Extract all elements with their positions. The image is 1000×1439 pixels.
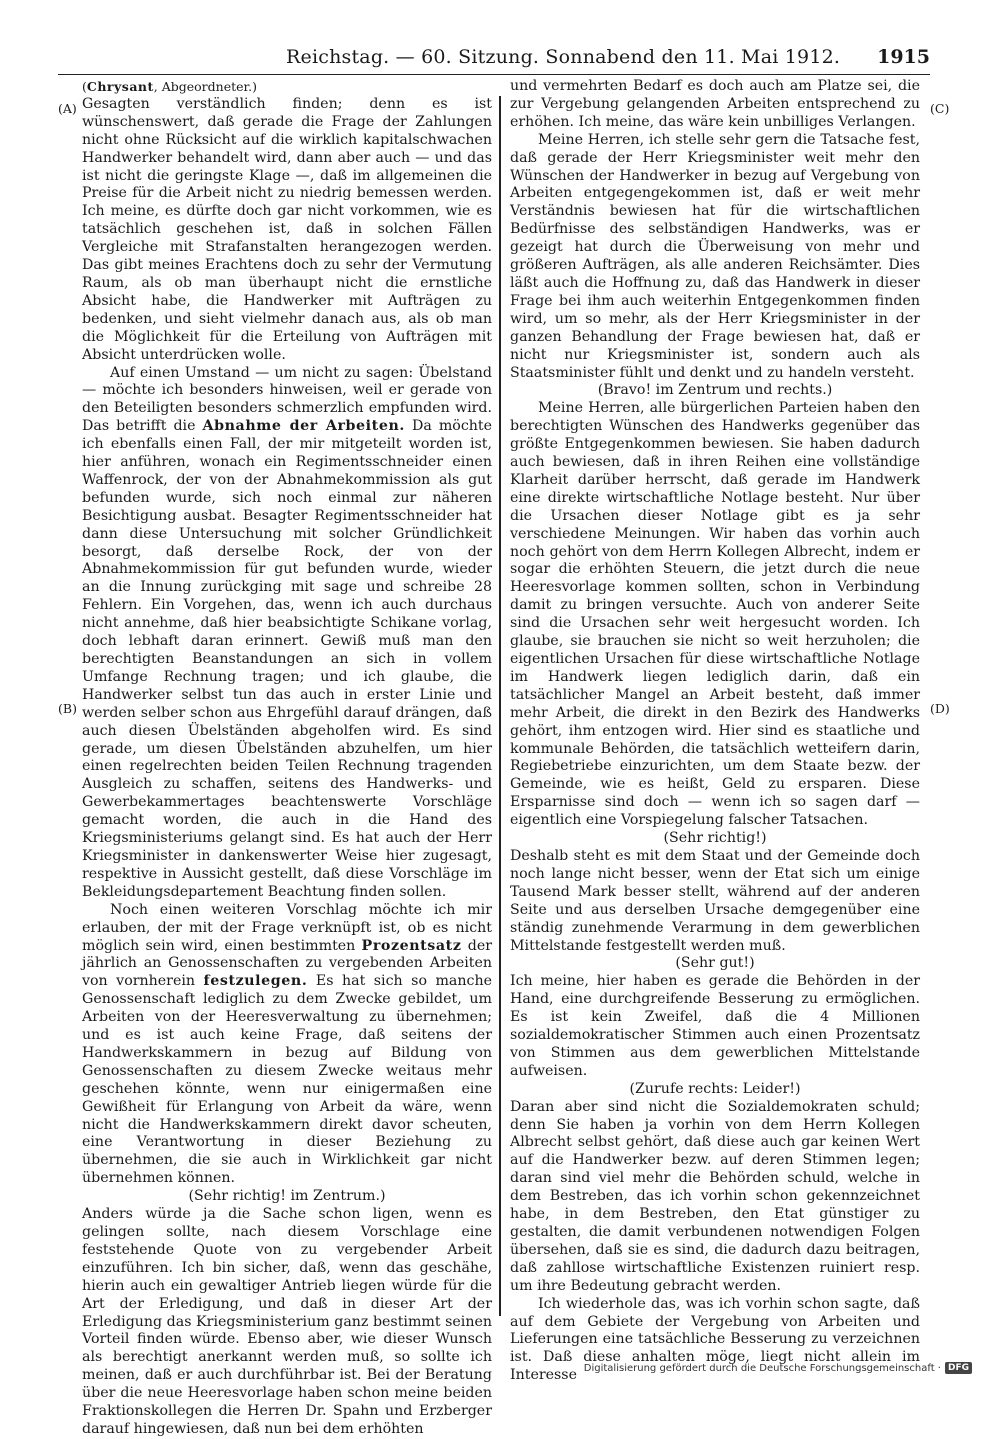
margin-marker-a: (A): [58, 101, 77, 116]
emphasis-text: Abnahme der Arbeiten.: [202, 418, 405, 435]
paragraph: Deshalb steht es mit dem Staat und der Gemeinde doch noch lange nicht besser, wenn der Etat sich um einige Tausend Mark besser stellt, während auf der anderen Seite und aus derselben Ursache demgegenüber eine ständig zunehmende Verarmung in dem gewerblichen Mittelstande festgestellt werden muß.: [510, 847, 920, 954]
emphasis-text: festzulegen.: [203, 973, 308, 990]
footer-text: Digitalisierung gefördert durch die Deutsche Forschungsgemeinschaft ·: [583, 1362, 941, 1374]
paragraph: Ich wiederhole das, was ich vorhin schon sagte, daß auf dem Gebiete der Vergebung von Arbeiten und Lieferungen eine tatsächliche Besserung zu verzeichnen ist. Daß diese anhalten möge, liegt nicht allein im Interesse: [510, 1295, 920, 1384]
dfg-logo: DFG: [945, 1362, 972, 1374]
paragraph: Anders würde ja die Sache schon ligen, wenn es gelingen sollte, nach diesem Vorschlage eine feststehende Quote von zu vergebender Arbeit einzuführen. Ich bin sicher, daß, wenn das geschähe, hierin auch ein gewaltiger Antrieb liegen würde für die Art der Erledigung, und daß in dieser Art der Erledigung das Kriegsministerium ganz bestimmt seinen Vorteil finden würde. Ebenso aber, wie dieser Wunsch als berechtigt anerkannt werden muß, so sollte ich meinen, daß er auch durchführbar ist. Bei der Beratung über die neue Heeresvorlage haben schon meine beiden Fraktionskollegen die Herren Dr. Spahn und Erzberger darauf hingewiesen, daß nun bei dem erhöhten: [82, 1206, 492, 1437]
text-run: Da möchte ich ebenfalls einen Fall, der mir mitgeteilt worden ist, hier anführen, wonach ein Regimentsschneider einen Waffenrock, der von der Abnahmekommission als gut befunden wurde, sich noch einmal zur näheren Besichtigung ausbat. Besagter Regimentsschneider hat dann diese Untersuchung mit solcher Gründlichkeit besorgt, daß derselbe Rock, der von der Abnahmekommission für gut befunden wurde, wieder an die Innung zurückging mit sage und schreibe 28 Fehlern. Ein Vorgehen, das, wenn ich auch durchaus nicht annehme, daß hier beabsichtigte Schikane vorlag, doch lebhaft daran erinnert. Gewiß muß man den berechtigten Beanstandungen an sich in vollem Umfange Rechnung tragen; und ich glaube, die Handwerker selbst tun das auch in erster Linie und werden selber schon aus Ehrgefühl darauf drängen, daß auch diesen Übelständen abgeholfen wird. Es sind gerade, um diesen Übelständen abzuhelfen, um hier einen regelrechten beiden Teilen Rechnung tragenden Ausgleich zu schaffen, seitens des Handwerks- und Gewerbekammertages beachtenswerte Vorschläge gemacht worden, die auch in die Hand des Kriegsministeriums gelangt sind. Es hat auch der Herr Kriegsminister in dankenswerter Weise hier zugesagt, respektive in Aussicht gestellt, daß diese Vorschläge im Bekleidungsdepartement Beachtung finden sollen.: [82, 418, 492, 900]
margin-marker-c: (C): [930, 101, 950, 116]
emphasis-text: Prozentsatz: [361, 937, 462, 954]
text-run: Es hat sich so manche Genossenschaft lediglich zu dem Zwecke gebildet, um Arbeiten von der Heeresverwaltung zu übernehmen; und es ist auch keine Frage, daß seitens der Handwerkskammern in bezug auf Bildung von Genossenschaften zu diesem Zwecke weitaus mehr geschehen könnte, wenn nur einigermaßen eine Gewißheit für Erlangung von Arbeit da wäre, wenn nicht die Handwerkskammern direkt davor scheuten, eine Verantwortung in dieser Beziehung zu übernehmen, die sie auch in Wirklichkeit gar nicht übernehmen können.: [82, 973, 492, 1187]
left-column: [82, 78, 492, 1439]
interjection: (Sehr gut!): [675, 955, 755, 972]
page-title: Reichstag. — 60. Sitzung. Sonnabend den 11. Mai 1912.: [286, 46, 841, 68]
paragraph: und vermehrten Bedarf es doch auch am Platze sei, die zur Vergebung gelangenden Arbeiten entsprechend zu erhöhen. Ich meine, das wäre kein unbilliges Verlangen.: [510, 78, 920, 130]
paragraph: Meine Herren, ich stelle sehr gern die Tatsache fest, daß gerade der Herr Kriegsminister weit mehr den Wünschen der Handwerker in bezug auf Vergebung von Arbeiten entgegengekommen ist, daß er weit mehr Verständnis bewiesen hat für die wirtschaftlichen Bedürfnisse des selbständigen Handwerks, was er gezeigt hat durch die Überweisung von mehr und größeren Aufträgen, als alle anderen Reichsämter. Dies läßt auch die Hoffnung zu, daß das Handwerk in dieser Frage bei ihm auch weiterhin Entgegenkommen finden wird, um so mehr, als der Herr Kriegsminister in der ganzen Behandlung der Frage bewiesen hat, daß er nicht nur Kriegsminister ist, sondern auch als Staatsminister fühlt und denkt und zu handeln versteht.: [510, 131, 920, 381]
margin-marker-d: (D): [930, 701, 950, 716]
interjection: (Sehr richtig! im Zentrum.): [188, 1188, 386, 1205]
speaker-name: Chrysant: [86, 79, 154, 94]
margin-marker-b: (B): [58, 701, 77, 716]
page-header: [58, 44, 930, 75]
column-divider: [499, 96, 501, 1316]
paragraph: [82, 365, 492, 902]
right-column: [510, 78, 920, 1385]
text-run: Noch einen weiteren Vorschlag möchte ich mir erlauben, der mit der Frage verknüpft ist, ob es nicht möglich sein wird, einen bestimmten: [82, 901, 492, 954]
paragraph: Daran aber sind nicht die Sozialdemokraten schuld; denn Sie haben ja vorhin von dem Herrn Kollegen Albrecht selbst gehört, daß diese auch gar keinen Wert auf die Handwerker bezw. auf deren Stimmen legen; daran sind viel mehr die Behörden schuld, welche in dem Bestreben, das ich vorhin schon gekennzeichnet habe, in dem Bestreben, den Etat günstiger zu gestalten, die damit verbundenen notwendigen Folgen übersehen, daß sie es sind, die dadurch dazu beitragen, daß zahllose wirtschaftliche Existenzen ruiniert resp. um ihre Bedeutung gebracht werden.: [510, 1098, 920, 1294]
speaker-role: , Abgeordneter.): [153, 79, 257, 94]
interjection: (Sehr richtig!): [663, 830, 767, 847]
speaker-note: (Chrysant, Abgeordneter.): [82, 79, 257, 94]
page-number: 1915: [877, 46, 930, 68]
interjection: (Bravo! im Zentrum und rechts.): [597, 382, 833, 399]
paragraph: Meine Herren, alle bürgerlichen Parteien haben den berechtigten Wünschen des Handwerks gegenüber das größte Entgegenkommen bewiesen. Sie haben dadurch auch bewiesen, daß in ihren Reihen eine vollständige Klarheit darüber herrscht, daß gerade im Handwerk eine direkte wirtschaftliche Notlage besteht. Nur über die Ursachen dieser Notlage gibt es ja sehr verschiedene Meinungen. Wir haben das vorhin auch noch gehört von dem Herrn Kollegen Albrecht, indem er sogar die erhöhten Steuern, die jetzt durch die neue Heeresvorlage kommen sollten, schon in Verbindung damit zu bringen versuchte. Auch von anderer Seite sind die Ursachen sehr weit hergesucht worden. Ich glaube, sie brauchen sie nicht so weit herzuholen; die eigentlichen Ursachen für diese wirtschaftliche Notlage im Handwerk liegen lediglich darin, daß ein tatsächlicher Mangel an Arbeit besteht, daß immer mehr Arbeit, die direkt in den Bezirk des Handwerks gehört, ihm entzogen wird. Hier sind es staatliche und kommunale Behörden, die tatsächlich wetteifern darin, Regiebetriebe einzurichten, um dem Staate bezw. der Gemeinde, wie es heißt, Geld zu ersparen. Diese Ersparnisse sind doch — wenn ich so sagen darf — eigentlich eine Vorspiegelung falscher Tatsachen.: [510, 400, 920, 829]
text-run: der jährlich an Genossenschaften zu vergebenden Arbeiten von vornherein: [82, 937, 492, 990]
text-run: Auf einen Umstand — um nicht zu sagen: Übelstand — möchte ich besonders hinweisen, weil er gerade von den Beteiligten besonders schmerzlich empfunden wird. Das betrifft die: [82, 364, 492, 435]
paragraph: Ich meine, hier haben es gerade die Behörden in der Hand, eine durchgreifende Besserung zu ermöglichen. Es ist kein Zweifel, daß die 4 Millionen sozialdemokratischer Stimmen auch einen Prozentsatz von Stimmen aus dem gewerblichen Mittelstande aufweisen.: [510, 973, 920, 1079]
interjection: (Zurufe rechts: Leider!): [629, 1080, 801, 1097]
paragraph: Gesagten verständlich finden; denn es ist wünschenswert, daß gerade die Frage der Zahlungen nicht ohne Rücksicht auf die wirklich kapitalschwachen Handwerker behandelt wird, dann aber auch — und das ist nicht die geringste Klage —, daß im allgemeinen die Preise für die Arbeit nicht zu niedrig bemessen werden. Ich meine, es dürfte doch gar nicht vorkommen, wie es tatsächlich geschehen ist, daß in solchen Fällen Vergleiche mit Strafanstalten herangezogen werden. Das gibt meines Erachtens doch zu sehr der Vermutung Raum, als ob man überhaupt nicht die ernstliche Absicht habe, die Handwerker mit Aufträgen zu bedenken, und sieht vielmehr danach aus, als ob man die Möglichkeit für die Erteilung von Aufträgen mit Absicht unterdrücken wolle.: [82, 95, 492, 363]
paragraph: [82, 902, 492, 1189]
digitization-footer: [584, 1360, 972, 1376]
